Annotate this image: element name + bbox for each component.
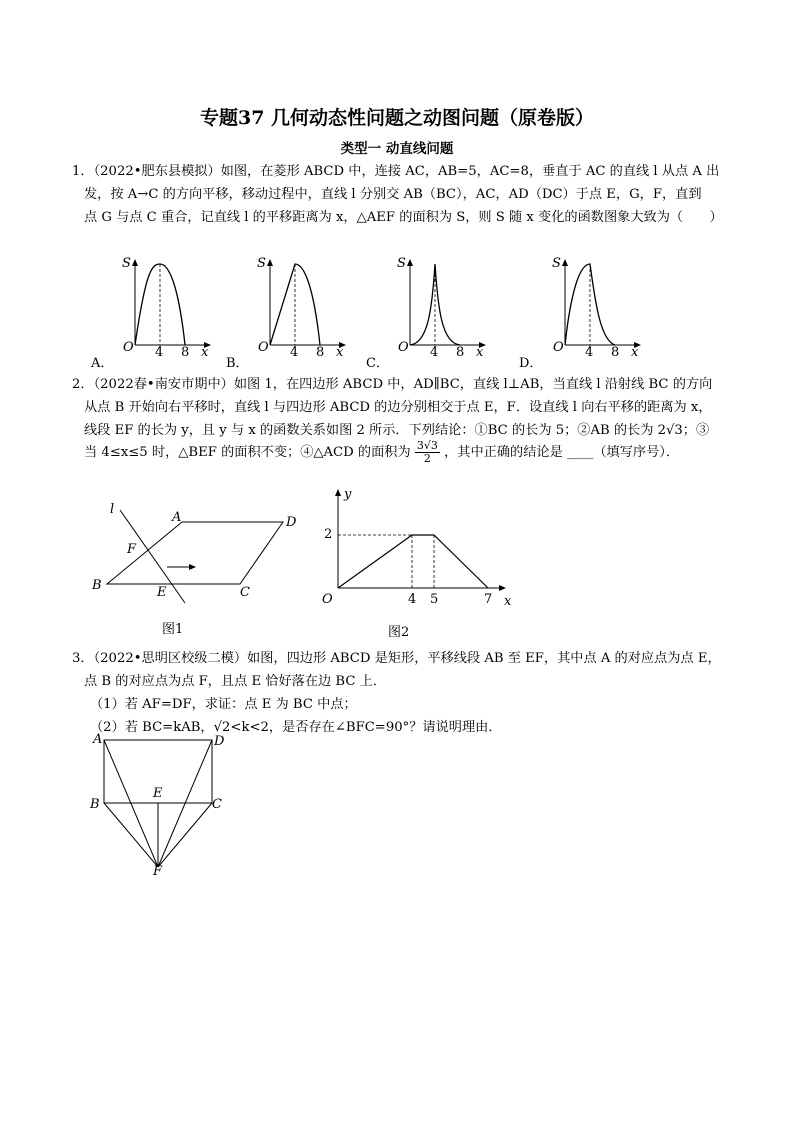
option-a-label: A． — [91, 356, 114, 371]
page-title: 专题37 几何动态性问题之动图问题（原卷版） — [199, 107, 595, 129]
fig1-b-label: B — [92, 578, 102, 593]
q1-a-tick-4: 4 — [155, 345, 164, 360]
fraction-numerator: 3√3 — [416, 439, 438, 452]
fig1-l-label: l — [110, 502, 115, 517]
fig1-c-label: C — [240, 585, 250, 600]
option-d-graph — [565, 260, 640, 345]
q3-fig-b-label: B — [90, 797, 100, 812]
q2-fraction — [415, 440, 440, 465]
q3-part-1: （1）若 AF=DF，求证：点 E 为 BC 中点； — [90, 697, 357, 712]
fraction-denominator: 2 — [423, 452, 431, 465]
q1-b-tick-4: 4 — [290, 345, 299, 360]
q1-c-tick-8: 8 — [456, 345, 465, 360]
q1-d-s-label: S — [552, 256, 561, 271]
fig1-a-label: A — [172, 510, 182, 525]
q1-line-3: 点 G 与点 C 重合，记直线 l 的平移距离为 x，△AEF 的面积为 S，则 S 随 x 变化的函数图象大致为（ ） — [84, 210, 723, 225]
fig2-y-label: y — [344, 487, 352, 502]
fig2-x-label: x — [504, 594, 512, 609]
q1-a-s-label: S — [122, 256, 131, 271]
q3-fig-c-label: C — [212, 797, 222, 812]
q1-b-x-label: x — [336, 345, 344, 360]
q1-c-s-label: S — [397, 256, 406, 271]
option-a-graph — [135, 260, 210, 345]
q2-line-4-end: ，其中正确的结论是 ____（填写序号）． — [444, 445, 680, 460]
q3-part-2: （2）若 BC=kAB，√2<k<2，是否存在∠BFC=90°？请说明理由． — [90, 720, 502, 735]
q1-a-o-label: O — [123, 340, 134, 355]
q1-c-o-label: O — [398, 340, 409, 355]
q3-fig-d-label: D — [214, 734, 225, 749]
option-d-label: D． — [519, 356, 543, 371]
q3-fig-f-label: F — [153, 864, 163, 879]
q1-a-x-label: x — [201, 345, 209, 360]
fig1-d-label: D — [286, 515, 297, 530]
q1-b-s-label: S — [257, 256, 266, 271]
fig2-x-tick-5: 5 — [430, 592, 439, 607]
q3-fig-a-label: A — [93, 732, 103, 747]
fig1-caption: 图1 — [162, 622, 184, 637]
q1-d-tick-8: 8 — [611, 345, 620, 360]
q1-b-o-label: O — [258, 340, 269, 355]
fig2-o-label: O — [322, 592, 333, 607]
q2-line-3: 线段 EF 的长为 y，且 y 与 x 的函数关系如图 2 所示．下列结论：①BC 的长为 5；②AB 的长为 2√3；③ — [84, 423, 710, 438]
section-heading: 类型一 动直线问题 — [340, 141, 454, 157]
q1-c-tick-4: 4 — [430, 345, 439, 360]
q2-figure-1 — [90, 500, 310, 610]
q1-c-x-label: x — [476, 345, 484, 360]
q1-d-tick-4: 4 — [585, 345, 594, 360]
option-b-label: B． — [226, 356, 249, 371]
option-b-graph — [270, 260, 345, 345]
fig1-f-label: F — [127, 542, 137, 557]
q3-fig-e-label: E — [153, 786, 163, 801]
q1-line-2: 发，按 A→C 的方向平移，移动过程中，直线 l 分别交 AB（BC），AC，AD（DC）于点 E，G，F，直到 — [84, 187, 702, 202]
q1-line-1: 1．（2022•肥东县模拟）如图，在菱形 ABCD 中，连接 AC，AB=5，AC=8，垂直于 AC 的直线 l 从点 A 出 — [72, 164, 720, 179]
fig2-caption: 图2 — [388, 625, 410, 640]
fig1-e-label: E — [157, 585, 167, 600]
q3-line-2: 点 B 的对应点为点 F，且点 E 恰好落在边 BC 上． — [84, 674, 387, 689]
option-c-label: C． — [366, 356, 389, 371]
fig2-x-tick-4: 4 — [408, 592, 417, 607]
q2-line-4-start: 当 4≤x≤5 时，△BEF 的面积不变；④△ACD 的面积为 — [84, 445, 411, 460]
q1-d-o-label: O — [553, 340, 564, 355]
q2-line-1: 2．（2022春•南安市期中）如图 1，在四边形 ABCD 中，AD∥BC，直线 l⊥AB，当直线 l 沿射线 BC 的方向 — [72, 377, 713, 392]
q1-a-tick-8: 8 — [181, 345, 190, 360]
fig2-x-tick-7: 7 — [484, 592, 493, 607]
q1-b-tick-8: 8 — [316, 345, 325, 360]
q3-line-1: 3．（2022•思明区校级二模）如图，四边形 ABCD 是矩形，平移线段 AB 至 EF，其中点 A 的对应点为点 E， — [72, 651, 721, 666]
q2-line-2: 从点 B 开始向右平移时，直线 l 与四边形 ABCD 的边分别相交于点 E，F．设直线 l 向右平移的距离为 x， — [84, 400, 712, 415]
option-c-graph — [410, 260, 485, 345]
fig2-y-tick-2: 2 — [324, 527, 333, 542]
q1-d-x-label: x — [631, 345, 639, 360]
q2-line-4 — [84, 440, 679, 465]
